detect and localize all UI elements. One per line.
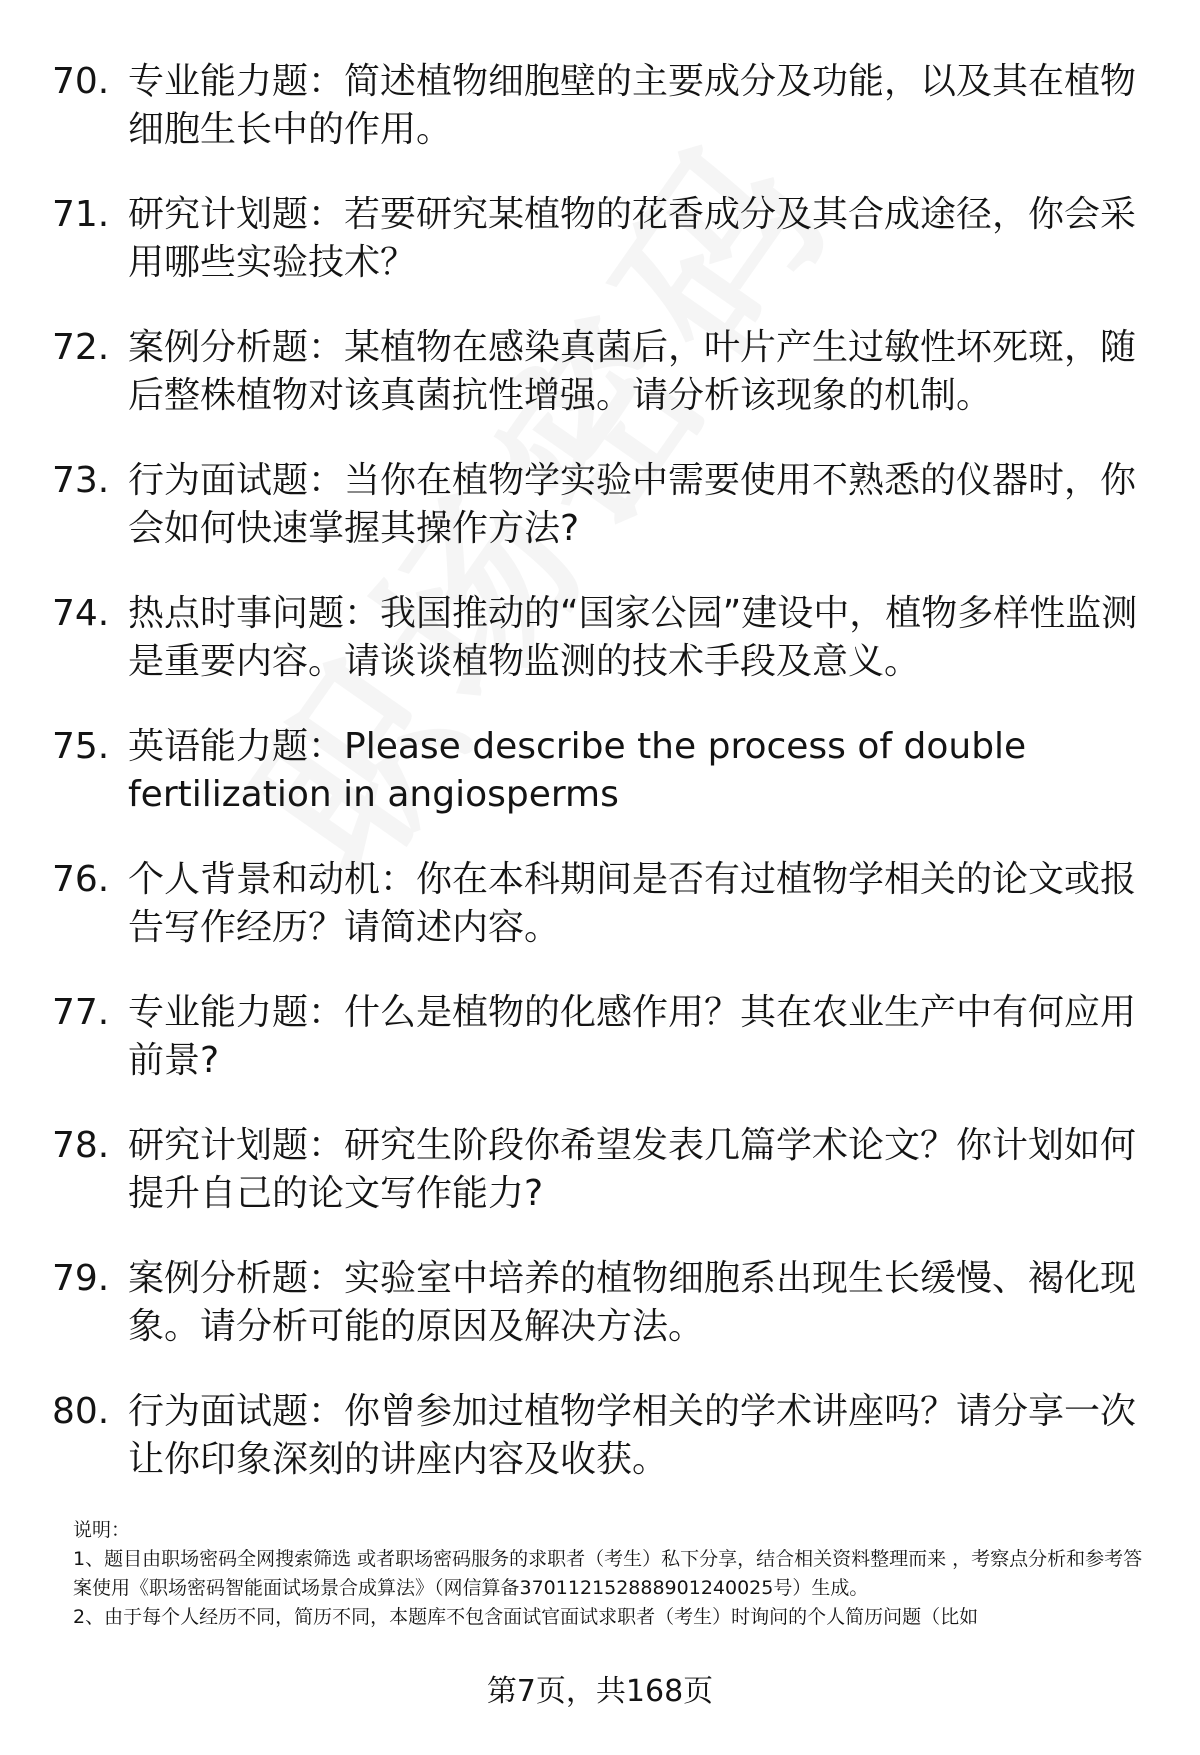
- question-item: [52, 989, 1152, 1085]
- question-text: 行为面试题：你曾参加过植物学相关的学术讲座吗？请分享一次让你印象深刻的讲座内容及收获。: [128, 1391, 1137, 1480]
- question-text: 研究计划题：若要研究某植物的花香成分及其合成途径，你会采用哪些实验技术？: [128, 194, 1137, 283]
- question-item: [52, 590, 1152, 686]
- footnote-item: 2、由于每个人经历不同，简历不同，本题库不包含面试官面试求职者（考生）时询问的个人简历问题（比如: [73, 1606, 979, 1628]
- question-list: [52, 58, 1152, 1521]
- question-text: 个人背景和动机：你在本科期间是否有过植物学相关的论文或报告写作经历？请简述内容。: [128, 859, 1137, 948]
- question-number: 72.: [52, 327, 110, 368]
- question-text: 行为面试题：当你在植物学实验中需要使用不熟悉的仪器时，你会如何快速掌握其操作方法?: [128, 460, 1137, 549]
- question-item: [52, 723, 1152, 819]
- question-item: [52, 324, 1152, 420]
- question-item: [52, 191, 1152, 287]
- question-text: 专业能力题：简述植物细胞壁的主要成分及功能，以及其在植物细胞生长中的作用。: [128, 61, 1137, 150]
- page-number: 第7页，共168页: [486, 1674, 714, 1709]
- question-number: 70.: [52, 61, 110, 102]
- question-number: 71.: [52, 194, 110, 235]
- footnote: [73, 1516, 1153, 1632]
- question-item: [52, 58, 1152, 154]
- question-number: 77.: [52, 992, 110, 1033]
- question-number: 78.: [52, 1125, 110, 1166]
- footnote-title: 说明：: [73, 1519, 131, 1541]
- question-item: [52, 457, 1152, 553]
- question-text: 案例分析题：实验室中培养的植物细胞系出现生长缓慢、褐化现象。请分析可能的原因及解决方法。: [128, 1258, 1137, 1347]
- question-number: 75.: [52, 726, 110, 767]
- footnote-item: 1、题目由职场密码全网搜索筛选 或者职场密码服务的求职者（考生）私下分享，结合相关资料整理而来 ，考察点分析和参考答案使用《职场密码智能面试场景合成算法》（网信算备370112152888901240025号）生成。: [73, 1548, 1143, 1599]
- question-number: 79.: [52, 1258, 110, 1299]
- question-item: [52, 856, 1152, 952]
- question-number: 80.: [52, 1391, 110, 1432]
- question-text: 热点时事问题：我国推动的“国家公园”建设中，植物多样性监测是重要内容。请谈谈植物监测的技术手段及意义。: [128, 593, 1138, 682]
- question-text: 研究计划题：研究生阶段你希望发表几篇学术论文？你计划如何提升自己的论文写作能力?: [128, 1125, 1137, 1214]
- question-text: 英语能力题：Please describe the process of double fertilization in angiosperms: [128, 726, 1027, 815]
- question-text: 案例分析题：某植物在感染真菌后，叶片产生过敏性坏死斑，随后整株植物对该真菌抗性增强。请分析该现象的机制。: [128, 327, 1137, 416]
- question-text: 专业能力题：什么是植物的化感作用？其在农业生产中有何应用前景?: [128, 992, 1137, 1081]
- question-number: 73.: [52, 460, 110, 501]
- question-number: 74.: [52, 593, 110, 634]
- question-item: [52, 1388, 1152, 1484]
- question-item: [52, 1255, 1152, 1351]
- question-number: 76.: [52, 859, 110, 900]
- question-item: [52, 1122, 1152, 1218]
